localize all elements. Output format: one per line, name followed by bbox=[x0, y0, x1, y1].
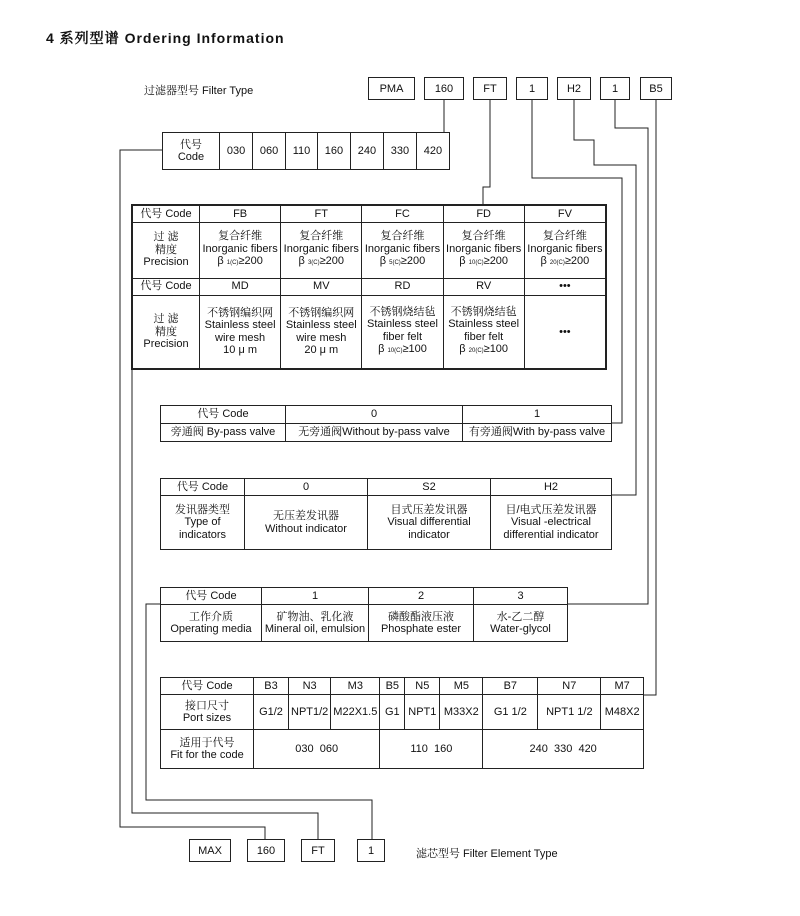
cell-text: Stainless steel bbox=[367, 318, 438, 331]
precision-cell-fc bbox=[362, 222, 443, 278]
precision-code-ft: FT bbox=[281, 205, 362, 222]
precision-label-cn2: 精度 bbox=[155, 243, 177, 256]
media-value-3 bbox=[474, 605, 568, 642]
cell-text: wire mesh bbox=[215, 331, 266, 344]
port-code-n5: N5 bbox=[405, 678, 440, 695]
beta-sub: 3(C) bbox=[307, 260, 320, 267]
filter-type-part-port: B5 bbox=[640, 77, 672, 100]
page-title: 4 系列型谱 Ordering Information bbox=[46, 30, 285, 46]
precision-cell-rd bbox=[362, 295, 443, 369]
beta-value: ≥200 bbox=[483, 255, 509, 268]
port-code-m3: M3 bbox=[331, 678, 380, 695]
precision-row-label-1 bbox=[132, 222, 200, 278]
beta-sub: 1(C) bbox=[226, 260, 239, 267]
port-size-b3: G1/2 bbox=[254, 695, 289, 730]
size-code-header bbox=[163, 133, 220, 170]
precision-cell-fb bbox=[200, 222, 281, 278]
beta-ratio bbox=[202, 255, 278, 270]
beta-symbol: β bbox=[298, 255, 305, 268]
port-code-n7: N7 bbox=[538, 678, 601, 695]
precision-code-more: ••• bbox=[524, 278, 606, 295]
cell-text: 不锈钢烧结毡 bbox=[450, 305, 517, 318]
cell-text: Inorganic fibers bbox=[283, 242, 359, 255]
precision-row-label-2 bbox=[132, 295, 200, 369]
cell-text: Inorganic fibers bbox=[527, 242, 603, 255]
port-size-m5: M33X2 bbox=[440, 695, 483, 730]
port-code-b7: B7 bbox=[483, 678, 538, 695]
port-code-b5: B5 bbox=[380, 678, 405, 695]
port-code-b3: B3 bbox=[254, 678, 289, 695]
cell-text: 磷酸酯液压液 bbox=[388, 610, 454, 623]
size-code-table bbox=[162, 132, 450, 170]
cell-text: Visual differential bbox=[387, 516, 471, 529]
filter-type-part-size: 160 bbox=[424, 77, 464, 100]
precision-code-fb: FB bbox=[200, 205, 281, 222]
beta-symbol: β bbox=[378, 343, 385, 356]
size-160: 160 bbox=[317, 133, 350, 170]
bypass-code-1: 1 bbox=[463, 406, 612, 424]
indicator-value-h2 bbox=[491, 496, 612, 550]
precision-cell-ft bbox=[281, 222, 362, 278]
beta-value: ≥200 bbox=[319, 255, 344, 268]
precision-label-en: Precision bbox=[143, 256, 189, 269]
media-table bbox=[160, 587, 568, 642]
cell-text: 不锈钢编织网 bbox=[207, 306, 274, 319]
cell-text: Mineral oil, emulsion bbox=[264, 623, 366, 635]
beta-value: ≥100 bbox=[402, 343, 427, 356]
cell-text: 复合纤维 bbox=[461, 230, 506, 243]
indicator-table bbox=[160, 478, 612, 550]
indicator-code-s2: S2 bbox=[368, 479, 491, 496]
beta-ratio bbox=[527, 255, 603, 270]
media-code-2: 2 bbox=[369, 588, 474, 605]
cell-text: indicators bbox=[178, 528, 227, 541]
indicator-code-h2: H2 bbox=[491, 479, 612, 496]
size-030: 030 bbox=[220, 133, 253, 170]
cell-text: fiber felt bbox=[464, 330, 504, 343]
precision-code-rd: RD bbox=[362, 278, 443, 295]
cell-text: wire mesh bbox=[296, 331, 347, 344]
cell-text: 不锈钢编织网 bbox=[288, 306, 355, 319]
precision-label-cn2: 精度 bbox=[155, 325, 177, 338]
cell-text: Inorganic fibers bbox=[446, 242, 522, 255]
beta-symbol: β bbox=[217, 255, 224, 268]
beta-sub: 5(C) bbox=[389, 260, 401, 267]
cell-text: Stainless steel bbox=[204, 319, 276, 332]
filter-type-part-indicator: H2 bbox=[557, 77, 591, 100]
cell-text: Visual -electrical bbox=[511, 516, 591, 529]
cell-text: Water-glycol bbox=[490, 623, 551, 635]
beta-sub: 10(C) bbox=[468, 260, 484, 267]
element-type-part-media: 1 bbox=[357, 839, 385, 862]
size-240: 240 bbox=[350, 133, 383, 170]
precision-code-fv: FV bbox=[524, 205, 606, 222]
beta-symbol: β bbox=[459, 255, 466, 268]
media-code-3: 3 bbox=[474, 588, 568, 605]
bypass-table bbox=[160, 405, 612, 442]
precision-cell-fv bbox=[524, 222, 606, 278]
beta-sub: 20(C) bbox=[468, 348, 484, 355]
precision-code-md: MD bbox=[200, 278, 281, 295]
bypass-value-1: 有旁通阀With by-pass valve bbox=[463, 424, 612, 442]
element-type-part-size: 160 bbox=[247, 839, 285, 862]
cell-text: 复合纤维 bbox=[542, 230, 587, 243]
precision-code-label: 代号 Code bbox=[132, 205, 200, 222]
port-fit-small: 030 060 bbox=[254, 730, 380, 769]
cell-text: Phosphate ester bbox=[380, 623, 462, 635]
indicator-value-0 bbox=[245, 496, 368, 550]
cell-text: Stainless steel bbox=[285, 319, 357, 332]
port-size-b5: G1 bbox=[380, 695, 405, 730]
bypass-value-0: 无旁通阀Without by-pass valve bbox=[286, 424, 463, 442]
beta-ratio bbox=[283, 255, 359, 270]
cell-text: 目/电式压差发讯器 bbox=[505, 503, 597, 516]
filter-type-label: 过滤器型号 Filter Type bbox=[144, 85, 254, 97]
precision-label-cn1: 过 滤 bbox=[153, 313, 179, 325]
precision-code-rv: RV bbox=[443, 278, 524, 295]
filter-type-part-series: PMA bbox=[368, 77, 415, 100]
cell-text: Without indicator bbox=[265, 522, 347, 535]
port-code-label: 代号 Code bbox=[161, 678, 254, 695]
port-fit-medium: 110 160 bbox=[380, 730, 483, 769]
media-row-label bbox=[161, 605, 262, 642]
bypass-row-label: 旁通阀 By-pass valve bbox=[161, 424, 286, 442]
cell-text: Inorganic fibers bbox=[364, 242, 441, 255]
size-code-header-cn: 代号 bbox=[180, 138, 202, 151]
cell-text: 发讯器类型 bbox=[175, 503, 230, 516]
indicator-row-label bbox=[161, 496, 245, 550]
precision-label-en: Precision bbox=[143, 338, 189, 350]
beta-ratio bbox=[364, 343, 440, 358]
cell-text: Fit for the code bbox=[170, 749, 244, 761]
size-code-header-en: Code bbox=[177, 151, 205, 163]
filter-type-part-media: 1 bbox=[600, 77, 630, 100]
cell-text: 无压差发讯器 bbox=[273, 510, 339, 522]
precision-code-fc: FC bbox=[362, 205, 443, 222]
port-size-n5: NPT1 bbox=[405, 695, 440, 730]
beta-ratio bbox=[364, 255, 440, 270]
beta-symbol: β bbox=[540, 255, 547, 268]
indicator-code-0: 0 bbox=[245, 479, 368, 496]
cell-text: 复合纤维 bbox=[380, 230, 425, 243]
beta-ratio bbox=[446, 255, 522, 270]
cell-text: 复合纤维 bbox=[299, 230, 344, 243]
cell-text: Operating media bbox=[170, 623, 252, 635]
port-table bbox=[160, 677, 644, 769]
beta-value: ≥200 bbox=[400, 255, 426, 268]
media-code-label: 代号 Code bbox=[161, 588, 262, 605]
port-code-m7: M7 bbox=[601, 678, 644, 695]
cell-text: 20 μ m bbox=[304, 344, 339, 357]
bypass-code-label: 代号 Code bbox=[161, 406, 286, 424]
cell-text: Port sizes bbox=[182, 712, 232, 724]
port-size-n7: NPT1 1/2 bbox=[538, 695, 601, 730]
precision-code-label-2: 代号 Code bbox=[132, 278, 200, 295]
cell-text: differential indicator bbox=[503, 528, 599, 541]
element-type-part-precision: FT bbox=[301, 839, 335, 862]
port-size-m7: M48X2 bbox=[601, 695, 644, 730]
beta-value: ≥100 bbox=[483, 343, 509, 356]
port-size-label bbox=[161, 695, 254, 730]
filter-type-part-precision: FT bbox=[473, 77, 507, 100]
precision-label-cn1: 过 滤 bbox=[153, 231, 179, 244]
beta-value: ≥200 bbox=[238, 255, 263, 268]
cell-text: 接口尺寸 bbox=[185, 699, 229, 712]
beta-sub: 10(C) bbox=[387, 348, 403, 355]
precision-cell-md bbox=[200, 295, 281, 369]
precision-code-fd: FD bbox=[443, 205, 524, 222]
bypass-code-0: 0 bbox=[286, 406, 463, 424]
size-330: 330 bbox=[383, 133, 416, 170]
size-420: 420 bbox=[416, 133, 449, 170]
cell-text: 目式压差发讯器 bbox=[390, 503, 468, 516]
cell-text: 适用于代号 bbox=[179, 736, 235, 749]
cell-text: 不锈钢烧结毡 bbox=[369, 305, 436, 318]
precision-cell-rv bbox=[443, 295, 524, 369]
media-code-1: 1 bbox=[262, 588, 369, 605]
precision-cell-mv bbox=[281, 295, 362, 369]
port-fit-large: 240 330 420 bbox=[483, 730, 644, 769]
port-size-n3: NPT1/2 bbox=[289, 695, 331, 730]
cell-text: fiber felt bbox=[382, 330, 423, 343]
cell-text: 矿物油、乳化液 bbox=[276, 610, 354, 623]
beta-symbol: β bbox=[379, 255, 387, 268]
cell-text: indicator bbox=[408, 528, 450, 541]
cell-text: 复合纤维 bbox=[218, 230, 263, 243]
size-060: 060 bbox=[253, 133, 286, 170]
port-fit-label bbox=[161, 730, 254, 769]
port-size-b7: G1 1/2 bbox=[483, 695, 538, 730]
precision-cell-fd bbox=[443, 222, 524, 278]
element-type-part-series: MAX bbox=[189, 839, 231, 862]
media-value-2 bbox=[369, 605, 474, 642]
size-110: 110 bbox=[286, 133, 318, 170]
filter-type-part-bypass: 1 bbox=[516, 77, 548, 100]
port-code-m5: M5 bbox=[440, 678, 483, 695]
beta-symbol: β bbox=[459, 343, 466, 356]
cell-text: Type of bbox=[184, 516, 221, 529]
cell-text: Inorganic fibers bbox=[202, 242, 278, 255]
cell-text: Stainless steel bbox=[448, 318, 520, 331]
beta-ratio bbox=[446, 343, 522, 358]
port-size-m3: M22X1.5 bbox=[331, 695, 380, 730]
beta-value: ≥200 bbox=[564, 255, 590, 268]
precision-table bbox=[131, 204, 607, 370]
beta-sub: 20(C) bbox=[549, 260, 565, 267]
precision-code-mv: MV bbox=[281, 278, 362, 295]
cell-text: 工作介质 bbox=[189, 610, 233, 623]
element-type-label: 滤芯型号 Filter Element Type bbox=[416, 848, 558, 860]
media-value-1 bbox=[262, 605, 369, 642]
cell-text: 水-乙二醇 bbox=[496, 610, 545, 623]
port-code-n3: N3 bbox=[289, 678, 331, 695]
precision-cell-more: ••• bbox=[524, 295, 606, 369]
indicator-code-label: 代号 Code bbox=[161, 479, 245, 496]
cell-text: 10 μ m bbox=[223, 344, 258, 357]
indicator-value-s2 bbox=[368, 496, 491, 550]
